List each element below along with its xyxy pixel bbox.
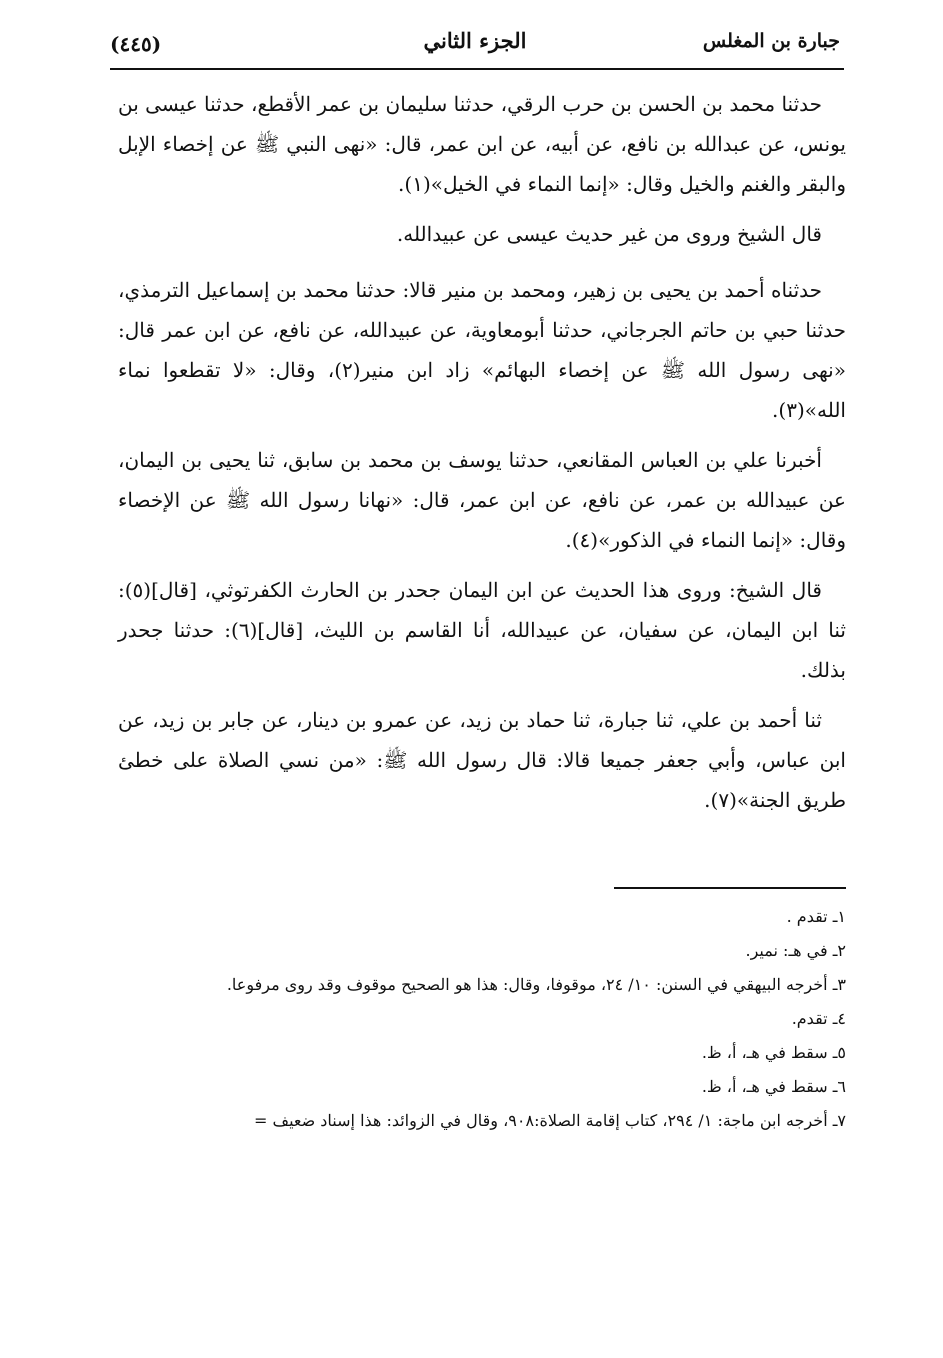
page-number: (٤٤٥) [110,32,162,56]
page-header [110,22,840,66]
footnote-7: ٧ـ أخرجه ابن ماجة: ١/ ٢٩٤، كتاب إقامة الصلاة:٩٠٨، وقال في الزوائد: هذا إسناد ضعيف = [254,1111,846,1130]
footnote-6: ٦ـ سقط في هـ، أ، ظ. [701,1077,846,1096]
footnote-5: ٥ـ سقط في هـ، أ، ظ. [701,1043,846,1062]
footnote-3: ٣ـ أخرجه البيهقي في السنن: ١٠/ ٢٤، موقوفا، وقال: هذا هو الصحيح موقوف وقد روى مرفوعا. [226,975,846,994]
paragraph-1: حدثنا محمد بن الحسن بن حرب الرقي، حدثنا سليمان بن عمر الأقطع، حدثنا عيسى بن يونس، عن عبدالله بن نافع، عن أبيه، عن ابن عمر، قال: «نهى النبي ﷺ عن إخصاء الإبل والبقر والغنم والخيل وقال: «إنما النماء في الخيل»(١). [118,92,846,196]
paragraph-4: أخبرنا علي بن العباس المقانعي، حدثنا يوسف بن محمد بن سابق، ثنا يحيى بن اليمان، عن عبيدالله بن عمر، عن نافع، عن ابن عمر، قال: «نهانا رسول الله ﷺ عن الإخصاء وقال: «إنما النماء في الذكور»(٤). [118,448,846,552]
paragraph-3: حدثناه أحمد بن يحيى بن زهير، ومحمد بن منير قالا: حدثنا محمد بن إسماعيل الترمذي، حدثنا حبي بن حاتم الجرجاني، حدثنا أبومعاوية، عن عبيدالله، عن نافع، عن ابن عمر قال: «نهى رسول الله ﷺ عن إخصاء البهائم» زاد ابن منير(٢)، وقال: «لا تقطعوا نماء الله»(٣). [118,278,846,422]
footnote-2: ٢ـ في هـ: نمير. [745,941,846,960]
paragraph-5: قال الشيخ: وروى هذا الحديث عن ابن اليمان جحدر بن الحارث الكفرتوثي، [قال](٥): ثنا ابن اليمان، عن سفيان، عن عبيدالله، أنا القاسم بن الليث، [قال](٦): حدثنا جحدر بذلك. [118,578,846,682]
paragraph-2: قال الشيخ وروى من غير حديث عيسى عن عبيدالله. [396,222,822,246]
running-title: جبارة بن المغلس [702,30,840,52]
volume-title: الجزء الثاني [423,28,527,53]
footnote-1: ١ـ تقدم . [786,907,846,926]
paragraph-6: ثنا أحمد بن علي، ثنا جبارة، ثنا حماد بن زيد، عن عمرو بن دينار، عن جابر بن زيد، عن ابن عباس، وأبي جعفر جميعا قالا: قال رسول الله ﷺ: «من نسي الصلاة على خطئ طريق الجنة»(٧). [118,708,846,812]
footnote-4: ٤ـ تقدم. [791,1009,846,1028]
footnote-divider [614,887,846,889]
header-divider [110,68,844,70]
main-text [118,84,846,830]
footnotes [118,900,846,1138]
